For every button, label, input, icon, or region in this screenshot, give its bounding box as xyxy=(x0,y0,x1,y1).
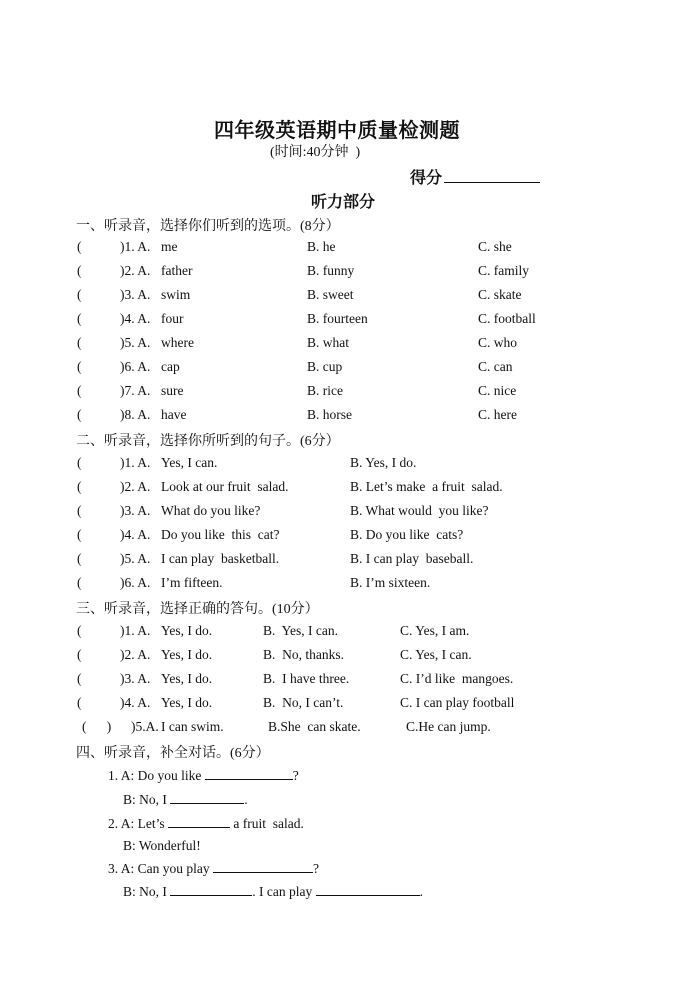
option-a: sure xyxy=(161,383,184,398)
option-b: B. funny xyxy=(307,263,355,278)
option-c: C. family xyxy=(478,263,529,278)
answer-paren[interactable]: ( xyxy=(77,287,82,302)
option-b: B. Do you like cats? xyxy=(350,527,464,542)
option-b: B. No, I can’t. xyxy=(263,695,344,710)
option-a: father xyxy=(161,263,193,278)
time-limit: (时间:40分钟 ) xyxy=(270,145,361,160)
option-c: C. football xyxy=(478,311,536,326)
option-a: I can swim. xyxy=(161,719,224,734)
answer-paren[interactable]: ( xyxy=(77,647,82,662)
answer-blank[interactable] xyxy=(213,860,313,873)
option-a: I’m fifteen. xyxy=(161,575,223,590)
answer-paren[interactable]: ( xyxy=(77,671,82,686)
option-b: B. What would you like? xyxy=(350,503,489,518)
question-number: )6. A. xyxy=(120,575,151,590)
question-number: )3. A. xyxy=(120,671,151,686)
question-number: )3. A. xyxy=(120,503,151,518)
option-a: What do you like? xyxy=(161,503,261,518)
option-b: B. what xyxy=(307,335,349,350)
dialogue-1b: B: No, I . xyxy=(123,792,248,807)
answer-blank[interactable] xyxy=(316,883,420,896)
option-a: Yes, I do. xyxy=(161,671,213,686)
section-3-heading: 三、听录音，选择正确的答句。(10分） xyxy=(76,602,319,617)
dialogue-1a: 1. A: Do you like ? xyxy=(108,768,299,783)
option-c: C. skate xyxy=(478,287,522,302)
answer-paren[interactable]: ( ) xyxy=(82,719,112,734)
option-a: Look at our fruit salad. xyxy=(161,479,289,494)
option-c: C. who xyxy=(478,335,518,350)
option-b: B.She can skate. xyxy=(268,719,361,734)
option-a: Yes, I can. xyxy=(161,455,218,470)
part-title: 听力部分 xyxy=(311,194,376,211)
dialogue-2a: 2. A: Let’s a fruit salad. xyxy=(108,816,304,831)
score-field xyxy=(410,165,540,188)
option-c: C. Yes, I can. xyxy=(400,647,472,662)
option-b: B. I can play baseball. xyxy=(350,551,474,566)
answer-blank[interactable] xyxy=(205,767,293,780)
answer-paren[interactable]: ( xyxy=(77,383,82,398)
option-a: I can play basketball. xyxy=(161,551,280,566)
answer-paren[interactable]: ( xyxy=(77,551,82,566)
option-b: B. cup xyxy=(307,359,343,374)
answer-paren[interactable]: ( xyxy=(77,623,82,638)
question-number: )5. A. xyxy=(120,551,151,566)
answer-paren[interactable]: ( xyxy=(77,263,82,278)
option-c: C. she xyxy=(478,239,512,254)
option-b: B. sweet xyxy=(307,287,354,302)
answer-paren[interactable]: ( xyxy=(77,695,82,710)
answer-paren[interactable]: ( xyxy=(77,335,82,350)
option-a: cap xyxy=(161,359,180,374)
option-a: Yes, I do. xyxy=(161,647,213,662)
question-number: )5.A. xyxy=(131,719,159,734)
question-number: )1. A. xyxy=(120,623,151,638)
option-b: B. Yes, I can. xyxy=(263,623,339,638)
option-a: have xyxy=(161,407,187,422)
dialogue-2b: B: Wonderful! xyxy=(123,838,201,853)
question-number: )8. A. xyxy=(120,407,151,422)
question-number: )4. A. xyxy=(120,695,151,710)
option-c: C. nice xyxy=(478,383,517,398)
answer-paren[interactable]: ( xyxy=(77,503,82,518)
option-b: B. I have three. xyxy=(263,671,350,686)
question-number: )4. A. xyxy=(120,311,151,326)
option-c: C. here xyxy=(478,407,517,422)
question-number: )4. A. xyxy=(120,527,151,542)
option-c: C. Yes, I am. xyxy=(400,623,470,638)
answer-paren[interactable]: ( xyxy=(77,455,82,470)
question-number: )7. A. xyxy=(120,383,151,398)
option-b: B. he xyxy=(307,239,336,254)
section-2-heading: 二、听录音，选择你所听到的句子。(6分） xyxy=(76,434,340,449)
answer-blank[interactable] xyxy=(170,791,244,804)
answer-paren[interactable]: ( xyxy=(77,359,82,374)
answer-blank[interactable] xyxy=(170,883,252,896)
answer-paren[interactable]: ( xyxy=(77,527,82,542)
option-a: Yes, I do. xyxy=(161,623,213,638)
section-1-heading: 一、听录音，选择你们听到的选项。(8分） xyxy=(76,219,340,234)
option-b: B. fourteen xyxy=(307,311,368,326)
option-a: where xyxy=(161,335,194,350)
option-c: C.He can jump. xyxy=(406,719,491,734)
option-a: Yes, I do. xyxy=(161,695,213,710)
dialogue-3b: B: No, I . I can play . xyxy=(123,884,423,899)
section-4-heading: 四、听录音，补全对话。(6分） xyxy=(76,746,270,761)
option-c: C. I can play football xyxy=(400,695,515,710)
score-label: 得分 xyxy=(410,170,443,187)
option-b: B. Yes, I do. xyxy=(350,455,417,470)
option-b: B. No, thanks. xyxy=(263,647,344,662)
option-b: B. rice xyxy=(307,383,343,398)
answer-paren[interactable]: ( xyxy=(77,575,82,590)
answer-paren[interactable]: ( xyxy=(77,479,82,494)
option-b: B. I’m sixteen. xyxy=(350,575,431,590)
option-a: swim xyxy=(161,287,191,302)
option-b: B. Let’s make a fruit salad. xyxy=(350,479,503,494)
answer-paren[interactable]: ( xyxy=(77,311,82,326)
score-blank[interactable] xyxy=(444,168,540,183)
question-number: )1. A. xyxy=(120,455,151,470)
answer-blank[interactable] xyxy=(168,815,230,828)
answer-paren[interactable]: ( xyxy=(77,407,82,422)
answer-paren[interactable]: ( xyxy=(77,239,82,254)
option-b: B. horse xyxy=(307,407,352,422)
question-number: )3. A. xyxy=(120,287,151,302)
question-number: )6. A. xyxy=(120,359,151,374)
option-c: C. I’d like mangoes. xyxy=(400,671,514,686)
page-title: 四年级英语期中质量检测题 xyxy=(214,120,460,142)
question-number: )2. A. xyxy=(120,647,151,662)
question-number: )1. A. xyxy=(120,239,151,254)
option-a: four xyxy=(161,311,184,326)
question-number: )5. A. xyxy=(120,335,151,350)
option-a: me xyxy=(161,239,178,254)
option-a: Do you like this cat? xyxy=(161,527,280,542)
question-number: )2. A. xyxy=(120,479,151,494)
option-c: C. can xyxy=(478,359,513,374)
question-number: )2. A. xyxy=(120,263,151,278)
dialogue-3a: 3. A: Can you play ? xyxy=(108,861,319,876)
